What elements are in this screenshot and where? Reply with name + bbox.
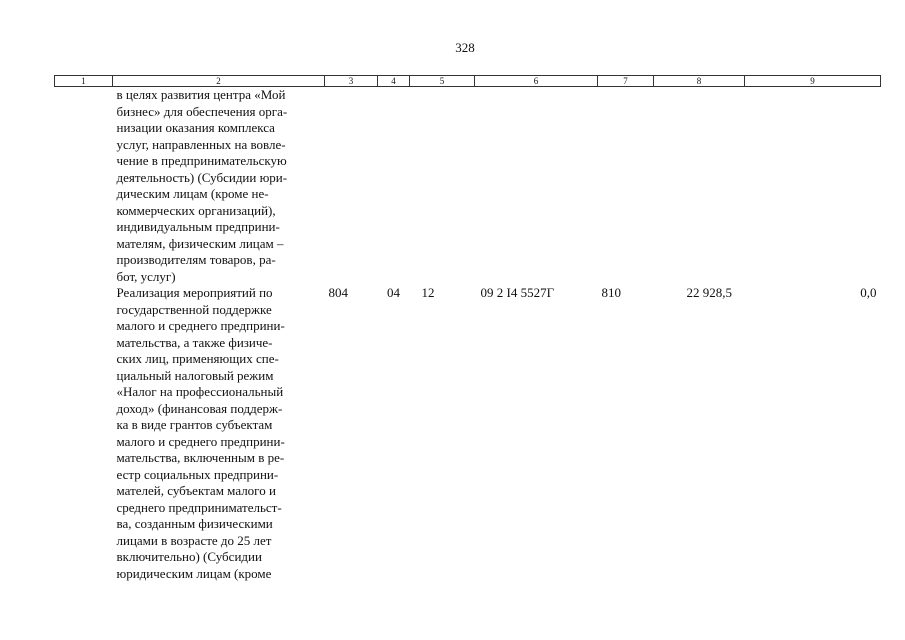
cell-col-1 — [55, 285, 113, 582]
cell-section — [378, 87, 410, 286]
cell-amount: 22 928,5 — [686, 285, 732, 300]
text-line: малого и среднего предприни- — [116, 433, 285, 449]
budget-table — [54, 75, 881, 582]
text-line: юридическим лицам (кроме — [116, 565, 272, 581]
column-number-7: 7 — [598, 76, 654, 87]
text-line: доход» (финансовая поддерж- — [116, 400, 283, 416]
text-line: мателям, физическим лицам – — [116, 235, 284, 251]
text-line: Реализация мероприятий по — [116, 285, 273, 300]
cell-description — [113, 87, 325, 286]
cell-subsection — [410, 87, 475, 286]
cell-col-1 — [55, 87, 113, 286]
text-line: среднего предпринимательст- — [116, 499, 282, 515]
cell-amount-secondary: 0,0 — [860, 285, 877, 300]
cell-target-article — [475, 87, 598, 286]
text-line: естр социальных предприни- — [116, 466, 279, 482]
text-line: деятельность) (Субсидии юри- — [116, 169, 288, 185]
text-line: мательства, включенным в ре- — [116, 450, 285, 465]
column-number-2: 2 — [113, 76, 325, 87]
table-row — [55, 87, 881, 286]
text-line: дическим лицам (кроме не- — [116, 186, 269, 201]
page-number: 328 — [455, 40, 475, 55]
text-line: ских лиц, применяющих спе- — [116, 351, 279, 366]
text-line: бизнес» для обеспечения орга- — [116, 103, 288, 119]
text-line: индивидуальным предприни- — [116, 219, 280, 234]
column-number-8: 8 — [654, 76, 745, 87]
text-line: ва, созданным физическими — [116, 516, 273, 531]
text-line: ка в виде грантов субъектам — [116, 417, 273, 432]
column-number-9: 9 — [745, 76, 881, 87]
table-row — [55, 285, 881, 582]
cell-target-article: 09 2 I4 5527Г — [480, 285, 555, 300]
cell-description — [113, 285, 325, 582]
cell-ministry-code: 804 — [328, 285, 348, 300]
cell-amount — [654, 87, 745, 286]
column-number-3: 3 — [325, 76, 378, 87]
text-line: мателей, субъектам малого и — [116, 483, 276, 498]
cell-ministry-code — [325, 87, 378, 286]
text-line: «Налог на профессиональный — [116, 384, 284, 399]
text-line: лицами в возрасте до 25 лет — [116, 532, 272, 548]
text-line: производителям товаров, ра- — [116, 252, 276, 267]
text-line: коммерческих организаций), — [116, 202, 276, 218]
text-line: бот, услуг) — [116, 268, 176, 284]
text-line: государственной поддержке — [116, 301, 272, 317]
text-line: включительно) (Субсидии — [116, 549, 262, 564]
text-line: услуг, направленных на вовле- — [116, 136, 286, 152]
text-line: в целях развития центра «Мой — [116, 87, 286, 102]
cell-amount-secondary — [745, 87, 881, 286]
text-line: низации оказания комплекса — [116, 120, 275, 135]
cell-section: 04 — [387, 285, 400, 300]
cell-subsection: 12 — [421, 285, 435, 300]
column-number-5: 5 — [410, 76, 475, 87]
column-number-6: 6 — [475, 76, 598, 87]
cell-expense-type — [598, 87, 654, 286]
column-number-4: 4 — [378, 76, 410, 87]
text-line: мательства, а также физиче- — [116, 334, 273, 350]
text-line: циальный налоговый режим — [116, 367, 274, 383]
column-number-1: 1 — [55, 76, 113, 87]
text-line: чение в предпринимательскую — [116, 153, 287, 168]
column-number-row — [55, 76, 881, 87]
cell-expense-type: 810 — [601, 285, 621, 300]
text-line: малого и среднего предприни- — [116, 318, 285, 333]
